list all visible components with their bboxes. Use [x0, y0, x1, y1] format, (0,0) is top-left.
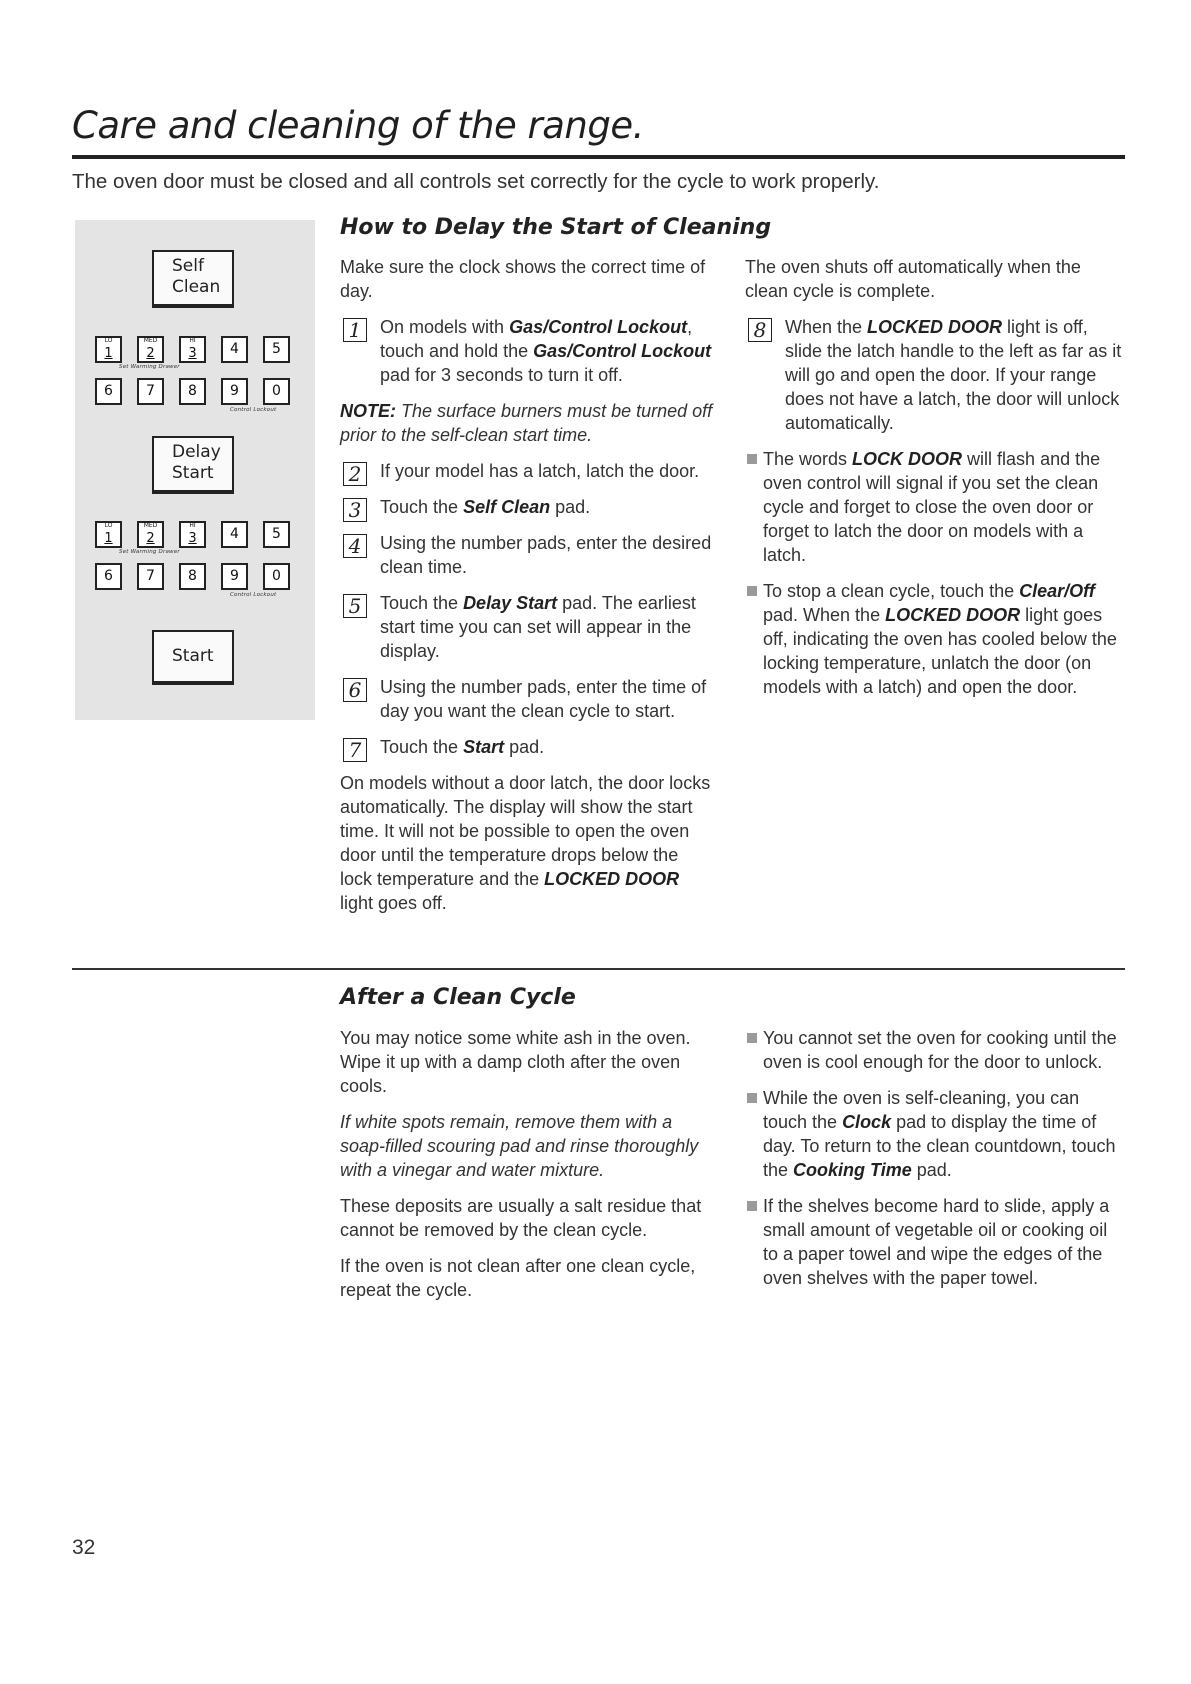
- keypad-key: 0: [263, 378, 290, 405]
- step-number: 4: [343, 534, 367, 558]
- keypad-key: [179, 521, 206, 548]
- step-text: pad.: [550, 497, 591, 517]
- right-intro: The oven shuts off automatically when the clean cycle is complete.: [745, 257, 1081, 301]
- note: [340, 399, 715, 447]
- step-text: light is off, slide the latch handle to the left as far as it will go and open the door. If your range does not have a latch, the door will unlock automatically.: [785, 317, 1122, 433]
- step-2: [340, 459, 715, 486]
- right-column: [745, 255, 1125, 711]
- keypad-key: 9: [221, 378, 248, 405]
- step-text: When the: [785, 317, 868, 337]
- bullet-emphasis: Cooking Time: [793, 1160, 912, 1180]
- step-text: Using the number pads, enter the desired clean time.: [380, 533, 712, 577]
- keypad-key: [137, 521, 164, 548]
- closing-text: On models without a door latch, the door locks automatically. The display will show the start time. It will not be possible to open the oven door until the temperature drops below the lock temperature and the: [340, 773, 711, 889]
- key-label: HI: [189, 337, 196, 344]
- bullet-text: To stop a clean cycle, touch the: [763, 581, 1020, 601]
- after-right-column: [745, 1026, 1125, 1302]
- key-number: 3: [188, 346, 197, 361]
- step-1: [340, 315, 715, 387]
- keypad-key: 4: [221, 521, 248, 548]
- closing-emphasis: LOCKED DOOR: [544, 869, 680, 889]
- step-number: 5: [343, 594, 367, 618]
- step-number: 3: [343, 498, 367, 522]
- keypad-key: 6: [95, 378, 122, 405]
- after-p4: If the oven is not clean after one clean cycle, repeat the cycle.: [340, 1256, 696, 1300]
- step-text: , touch and hold the: [380, 317, 693, 361]
- key-number: 3: [188, 531, 197, 546]
- step-text: Touch the: [380, 737, 464, 757]
- bullet-emphasis: Clear/Off: [1019, 581, 1095, 601]
- step-emphasis: Start: [463, 737, 505, 757]
- step-text: pad.: [504, 737, 545, 757]
- control-lockout-label: Control Lockout: [230, 407, 277, 413]
- delay-start-pad-line1: Delay: [172, 442, 221, 462]
- key-number: 1: [104, 346, 113, 361]
- delay-intro: Make sure the clock shows the correct time of day.: [340, 257, 706, 301]
- start-pad: [152, 630, 234, 683]
- bullet-clock: [745, 1086, 1125, 1182]
- keypad-key: [179, 336, 206, 363]
- step-text: pad. The earliest start time you can set will appear in the display.: [380, 593, 696, 661]
- key-label: LO: [104, 522, 113, 529]
- keypad-key: [137, 336, 164, 363]
- step-text: pad for 3 seconds to turn it off.: [380, 365, 623, 385]
- keypad-key: [95, 336, 122, 363]
- key-label: HI: [189, 522, 196, 529]
- after-left-column: [340, 1026, 715, 1314]
- bullet-shelves: [745, 1194, 1125, 1290]
- step-emphasis: Self Clean: [463, 497, 551, 517]
- keypad-key: 5: [263, 521, 290, 548]
- intro-text: The oven door must be closed and all controls set correctly for the cycle to work properly.: [72, 170, 880, 193]
- bullet-text: pad to display the time of day. To return to the clean countdown, touch the: [763, 1112, 1116, 1180]
- after-p3: These deposits are usually a salt residue that cannot be removed by the clean cycle.: [340, 1196, 702, 1240]
- step-8: [745, 315, 1125, 435]
- key-label: MED: [143, 522, 158, 529]
- step-5: [340, 591, 715, 663]
- step-number: 6: [343, 678, 367, 702]
- step-text: If your model has a latch, latch the door.: [380, 461, 700, 481]
- note-label: NOTE:: [340, 401, 396, 421]
- page-number: 32: [72, 1536, 96, 1559]
- keypad-key: 7: [137, 563, 164, 590]
- bullet-text: If the shelves become hard to slide, apply a small amount of vegetable oil or cooking oil to a paper towel and wipe the edges of the oven shelves with the paper towel.: [763, 1196, 1110, 1288]
- keypad-key: 8: [179, 378, 206, 405]
- step-number: 8: [748, 318, 772, 342]
- section-divider: [72, 968, 1125, 970]
- step-6: [340, 675, 715, 723]
- keypad-key: 9: [221, 563, 248, 590]
- step-number: 1: [343, 318, 367, 342]
- step-4: [340, 531, 715, 579]
- step-text: On models with: [380, 317, 510, 337]
- keypad-key: 7: [137, 378, 164, 405]
- keypad-key: 5: [263, 336, 290, 363]
- bullet-text: You cannot set the oven for cooking until the oven is cool enough for the door to unlock.: [763, 1028, 1117, 1072]
- step-emphasis: Gas/Control Lockout: [509, 317, 688, 337]
- bullet-text: While the oven is self-cleaning, you can touch the: [763, 1088, 1080, 1132]
- step-text: Using the number pads, enter the time of day you want the clean cycle to start.: [380, 677, 707, 721]
- step-3: [340, 495, 715, 522]
- bullet-text: light goes off, indicating the oven has cooled below the locking temperature, unlatch the door (on models with a latch) and open the door.: [763, 605, 1117, 697]
- step-number: 7: [343, 738, 367, 762]
- bullet-stop-cycle: [745, 579, 1125, 699]
- bullet-text: pad. When the: [763, 605, 886, 625]
- control-lockout-label: Control Lockout: [230, 592, 277, 598]
- set-warming-drawer-label: Set Warming Drawer: [119, 549, 180, 555]
- keypad-key: [95, 521, 122, 548]
- self-clean-pad-line1: Self: [172, 256, 204, 276]
- bullet-emphasis: LOCK DOOR: [852, 449, 963, 469]
- delay-start-pad: [152, 436, 234, 492]
- step-emphasis: Gas/Control Lockout: [533, 341, 712, 361]
- bullet-text: The words: [763, 449, 853, 469]
- closing-text: light goes off.: [340, 893, 447, 913]
- step-number: 2: [343, 462, 367, 486]
- after-p1: You may notice some white ash in the oven. Wipe it up with a damp cloth after the oven cools.: [340, 1028, 691, 1096]
- step-7: [340, 735, 715, 762]
- self-clean-pad-line2: Clean: [172, 277, 221, 297]
- step-emphasis: Delay Start: [463, 593, 558, 613]
- key-label: MED: [143, 337, 158, 344]
- key-number: 2: [146, 346, 155, 361]
- keypad-key: 4: [221, 336, 248, 363]
- key-number: 1: [104, 531, 113, 546]
- page-title: Care and cleaning of the range.: [72, 104, 644, 147]
- delay-closing: [340, 771, 715, 915]
- step-emphasis: LOCKED DOOR: [867, 317, 1003, 337]
- start-pad-label: Start: [172, 646, 214, 666]
- after-p2: If white spots remain, remove them with a soap-filled scouring pad and rinse thoroughly with a vinegar and water mixture.: [340, 1112, 699, 1180]
- delay-column: [340, 255, 715, 927]
- keypad-key: 6: [95, 563, 122, 590]
- bullet-emphasis: LOCKED DOOR: [885, 605, 1021, 625]
- bullet-text: pad.: [911, 1160, 952, 1180]
- bullet-lock-door: [745, 447, 1125, 567]
- after-heading: After a Clean Cycle: [340, 985, 576, 1010]
- bullet-cool: [745, 1026, 1125, 1074]
- step-text: Touch the: [380, 497, 464, 517]
- note-text: The surface burners must be turned off prior to the self-clean start time.: [340, 401, 713, 445]
- self-clean-pad: [152, 250, 234, 306]
- set-warming-drawer-label: Set Warming Drawer: [119, 364, 180, 370]
- title-rule: [72, 155, 1125, 159]
- bullet-emphasis: Clock: [842, 1112, 892, 1132]
- step-text: Touch the: [380, 593, 464, 613]
- keypad-key: 8: [179, 563, 206, 590]
- key-number: 2: [146, 531, 155, 546]
- control-panel-illustration: [75, 220, 315, 720]
- key-label: LO: [104, 337, 113, 344]
- delay-start-pad-line2: Start: [172, 463, 214, 483]
- bullet-text: will flash and the oven control will signal if you set the clean cycle and forget to close the oven door or forget to latch the door on models with a latch.: [763, 449, 1101, 565]
- keypad-key: 0: [263, 563, 290, 590]
- delay-heading: How to Delay the Start of Cleaning: [340, 215, 772, 240]
